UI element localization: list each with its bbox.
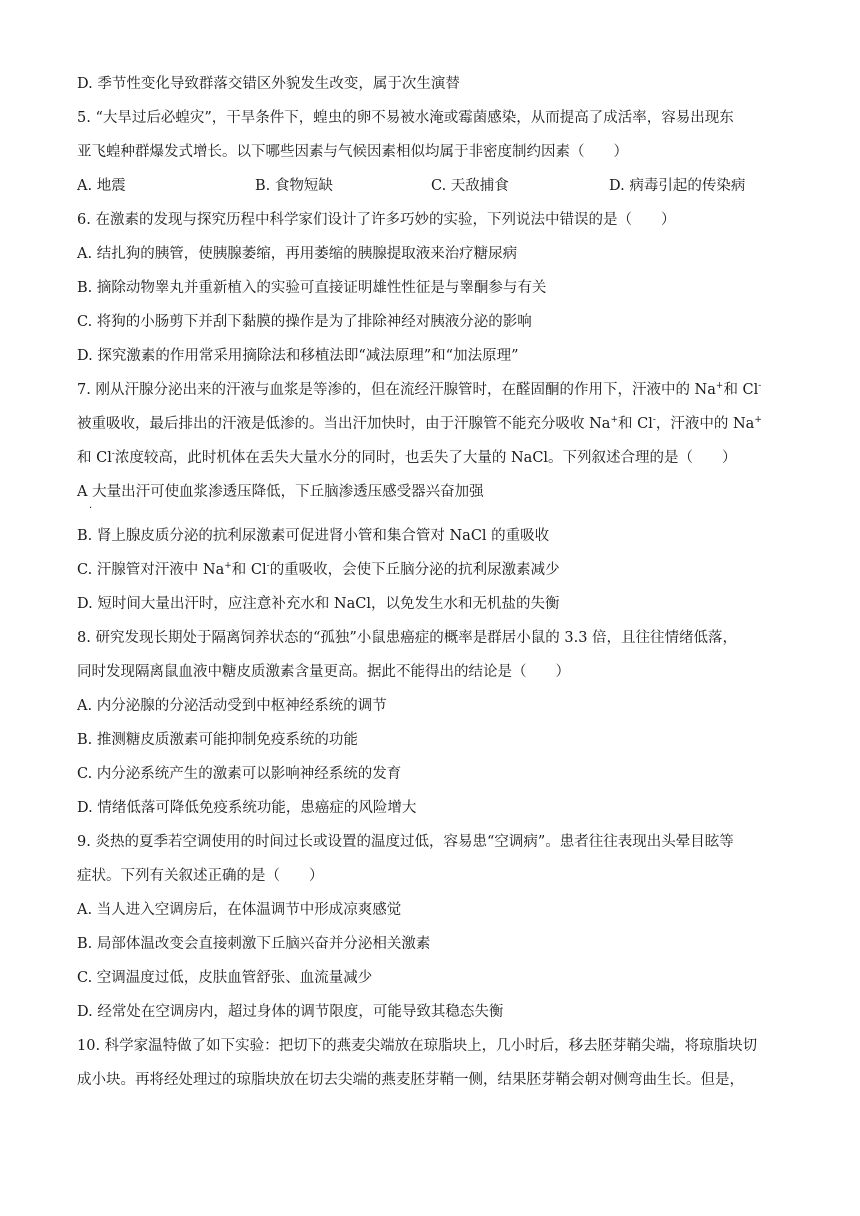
q5-options	[77, 176, 787, 196]
q5-option-c: C. 天敌捕食	[431, 178, 509, 194]
q7-text: 和 Cl	[618, 416, 653, 432]
q5-stem-line-2: 亚飞蝗种群爆发式增长。以下哪些因素与气候因素相似均属于非密度制约因素（ ）	[77, 144, 628, 160]
q8-option-a: A. 内分泌腺的分泌活动受到中枢神经系统的调节	[77, 698, 387, 714]
q7-stem-line-2	[77, 414, 787, 434]
q7-option-d: D. 短时间大量出汗时，应注意补充水和 NaCl，以免发生水和无机盐的失衡	[77, 596, 560, 612]
q5-stem-line-1: 5. “大旱过后必蝗灾”，干旱条件下，蝗虫的卵不易被水淹或霉菌感染，从而提高了成活率，容易出现东	[77, 110, 734, 126]
q7-option-c	[77, 560, 787, 580]
q7-stem-line-1	[77, 380, 787, 400]
q5-option-d: D. 病毒引起的传染病	[609, 178, 746, 194]
q8-option-b: B. 推测糖皮质激素可能抑制免疫系统的功能	[77, 732, 358, 748]
q9-option-c: C. 空调温度过低，皮肤血管舒张、血流量减少	[77, 970, 373, 986]
q5-option-a: A. 地震	[77, 178, 126, 194]
q7-sup: +	[715, 381, 724, 391]
q6-option-a: A. 结扎狗的胰管，使胰腺萎缩，再用萎缩的胰腺提取液来治疗糖尿病	[77, 246, 518, 262]
q6-option-d: D. 探究激素的作用常采用摘除法和移植法即“减法原理”和“加法原理”	[77, 348, 519, 364]
q7-sup: +	[610, 415, 618, 425]
q6-option-c: C. 将狗的小肠剪下并刮下黏膜的操作是为了排除神经对胰液分泌的影响	[77, 314, 532, 330]
q8-stem-line-1: 8. 研究发现长期处于隔离饲养状态的“孤独”小鼠患癌症的概率是群居小鼠的 3.3 倍，且往往情绪低落，	[77, 630, 738, 646]
q6-option-b: B. 摘除动物睾丸并重新植入的实验可直接证明雄性性征是与睾酮参与有关	[77, 280, 547, 296]
q8-option-c: C. 内分泌系统产生的激素可以影响神经系统的发育	[77, 766, 402, 782]
q7-text: 和 Cl	[723, 382, 759, 398]
q7-text: 被重吸收，最后排出的汗液是低渗的。当出汗加快时，由于汗腺管不能充分吸收 Na	[77, 416, 611, 432]
q4-option-d: D. 季节性变化导致群落交错区外貌发生改变，属于次生演替	[77, 76, 460, 92]
q6-stem: 6. 在激素的发现与探究历程中科学家们设计了许多巧妙的实验，下列说法中错误的是（ ）	[77, 212, 676, 228]
q7-sup: -	[111, 449, 115, 459]
q9-option-b: B. 局部体温改变会直接刺激下丘脑兴奋并分泌相关激素	[77, 936, 431, 952]
q7-sup: +	[754, 415, 762, 425]
q7-sup: -	[266, 561, 270, 571]
q8-option-d: D. 情绪低落可降低免疫系统功能，患癌症的风险增大	[77, 800, 417, 816]
q9-option-a: A. 当人进入空调房后，在体温调节中形成凉爽感觉	[77, 902, 402, 918]
q7-option-a	[77, 482, 787, 514]
q7-text: ，汗液中的 Na	[655, 416, 755, 432]
q7-stem-line-3	[77, 448, 787, 468]
q7-sup: -	[758, 381, 762, 391]
q7-text: 7. 刚从汗腺分泌出来的汗液与血浆是等渗的，但在流经汗腺管时，在醛固酮的作用下，汗液中的 Na	[77, 382, 716, 398]
q9-stem-line-1: 9. 炎热的夏季若空调使用的时间过长或设置的温度过低，容易患“空调病”。患者往往表现出头晕目眩等	[77, 834, 734, 850]
q7-option-b: B. 肾上腺皮质分泌的抗利尿激素可促进肾小管和集合管对 NaCl 的重吸收	[77, 528, 550, 544]
q7-sup: +	[224, 561, 232, 571]
document-page	[77, 70, 787, 1090]
q8-stem-line-2: 同时发现隔离鼠血液中糖皮质激素含量更高。据此不能得出的结论是（ ）	[77, 664, 570, 680]
q10-stem-line-1: 10. 科学家温特做了如下实验：把切下的燕麦尖端放在琼脂块上，几小时后，移去胚芽鞘尖端，将琼脂块切	[77, 1038, 758, 1054]
q7-option-a-text: A 大量出汗可使血浆渗透压降低，下丘脑渗透压感受器兴奋加强	[77, 484, 484, 500]
q9-option-d: D. 经常处在空调房内，超过身体的调节限度，可能导致其稳态失衡	[77, 1004, 504, 1020]
q7-text: C. 汗腺管对汗液中 Na	[77, 562, 225, 578]
q7-option-a-dot: ·	[89, 503, 93, 514]
q10-stem-line-2: 成小块。再将经处理过的琼脂块放在切去尖端的燕麦胚芽鞘一侧，结果胚芽鞘会朝对侧弯曲生长。但是，	[77, 1072, 744, 1088]
q7-text: 的重吸收，会使下丘脑分泌的抗利尿激素减少	[269, 562, 560, 578]
q9-stem-line-2: 症状。下列有关叙述正确的是（ ）	[77, 868, 324, 884]
q7-sup: -	[652, 415, 656, 425]
q7-text: 浓度较高，此时机体在丢失大量水分的同时，也丢失了大量的 NaCl。下列叙述合理的是（ ）	[114, 450, 737, 466]
q7-text: 和 Cl	[77, 450, 112, 466]
q7-text: 和 Cl	[231, 562, 267, 578]
q5-option-b: B. 食物短缺	[255, 178, 333, 194]
